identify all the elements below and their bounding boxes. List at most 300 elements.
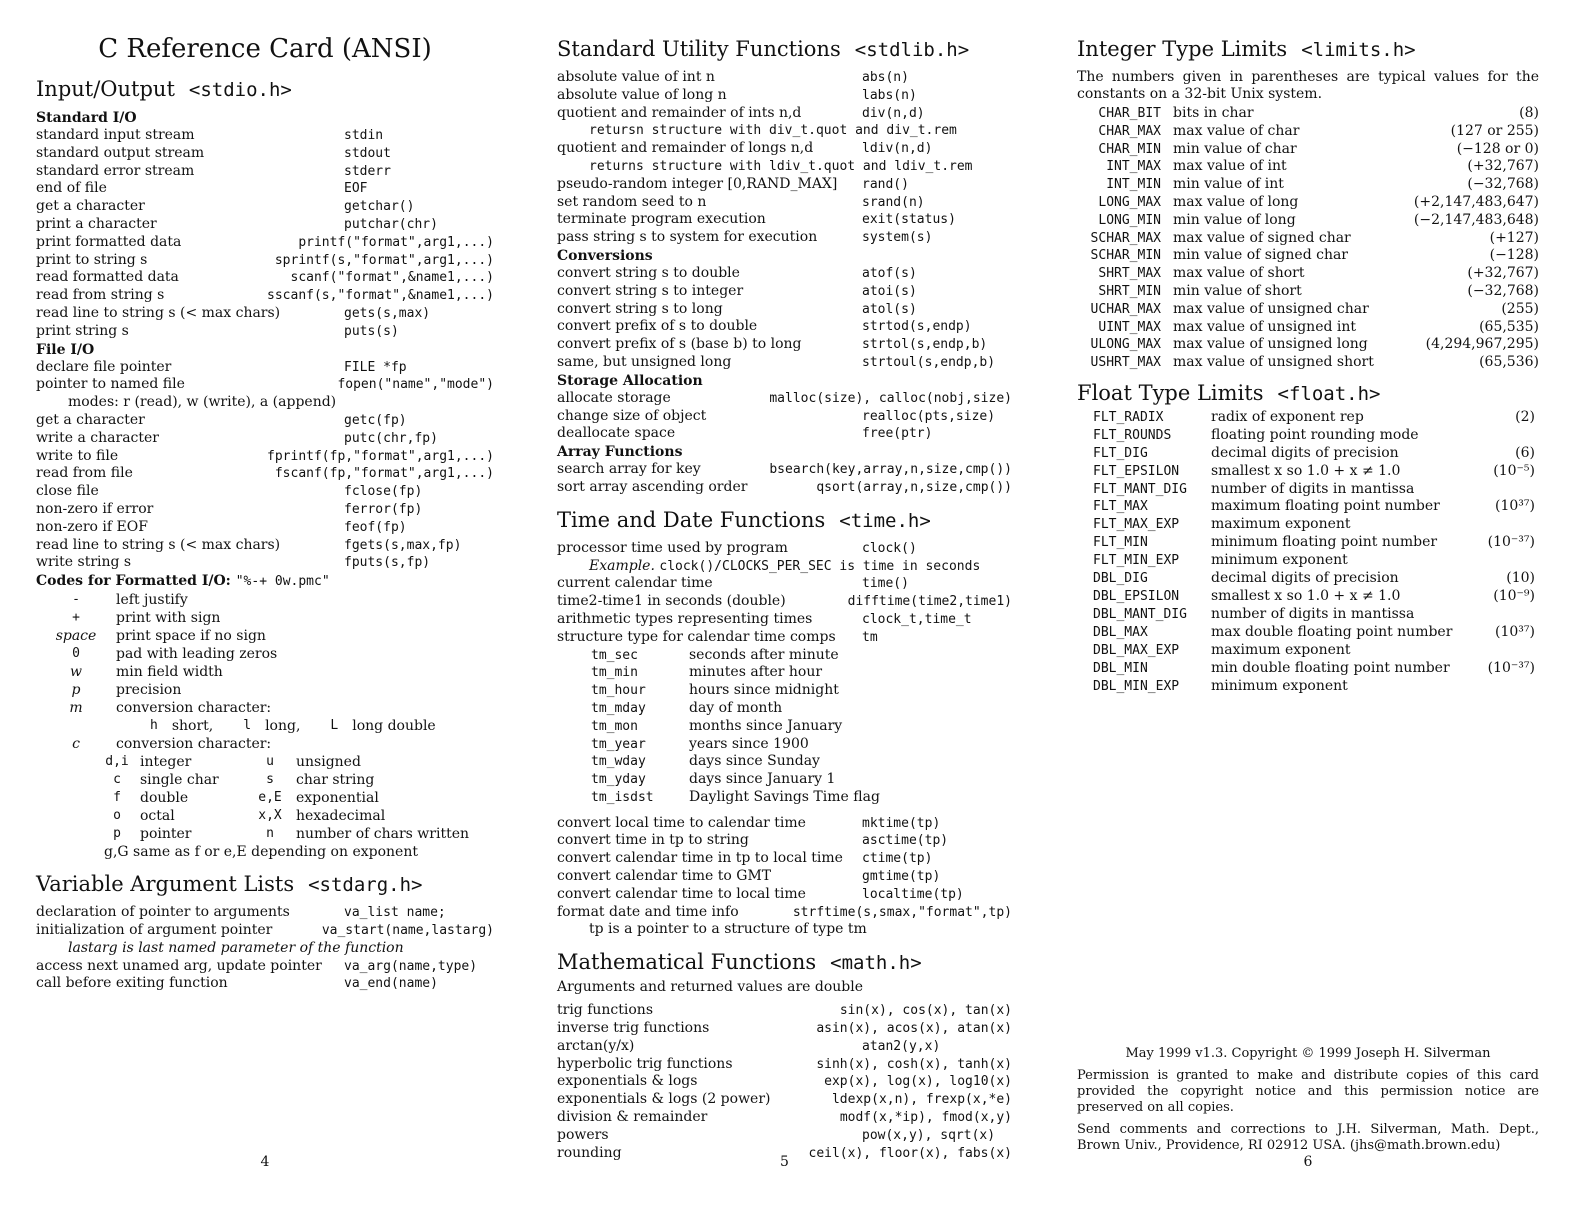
row-code: va_end(name)	[344, 976, 438, 992]
time-header-file: <time.h>	[839, 509, 931, 532]
limit-desc: decimal digits of precision	[1211, 570, 1399, 587]
conv-desc: hexadecimal	[296, 808, 386, 825]
row-code: fgets(s,max,fp)	[344, 537, 462, 553]
page-number-6: 6	[1303, 1154, 1313, 1170]
conv-desc: char string	[296, 772, 375, 789]
list-row	[36, 234, 494, 252]
modifier-desc: long,	[265, 718, 301, 735]
float-limits-list	[1077, 409, 1539, 696]
row-description: convert calendar time to GMT	[557, 868, 772, 885]
row-code: strtod(s,endp)	[862, 319, 972, 335]
row-code: div(n,d)	[862, 105, 925, 121]
math-header-file: <math.h>	[830, 952, 922, 975]
list-row	[557, 336, 1012, 354]
limit-value: (65,536)	[1479, 354, 1539, 371]
row-description: absolute value of int n	[557, 69, 715, 85]
limit-desc: number of digits in mantissa	[1211, 480, 1415, 497]
code-row	[36, 591, 494, 609]
row-description: division & remainder	[557, 1109, 708, 1126]
limit-name: DBL_MIN	[1093, 660, 1148, 676]
limit-name: CHAR_BIT	[1098, 106, 1161, 121]
time-example	[557, 558, 1012, 576]
float-limit-row	[1077, 642, 1539, 660]
row-code: clock_t,time_t	[862, 611, 972, 627]
row-description: inverse trig functions	[557, 1020, 710, 1037]
codes-heading-text: Codes for Formatted I/O:	[36, 573, 231, 590]
list-row	[36, 975, 494, 993]
row-description: exponentials & logs (2 power)	[557, 1091, 771, 1108]
row-code: ldiv(n,d)	[862, 141, 933, 157]
limit-name: FLT_ROUNDS	[1093, 427, 1172, 443]
tm-field-row	[557, 682, 1012, 700]
limit-name: FLT_MAX_EXP	[1093, 517, 1180, 533]
conv-key: x,X	[258, 808, 282, 824]
array-heading: Array Functions	[557, 444, 683, 461]
row-description: deallocate space	[557, 425, 676, 442]
tm-field-desc: Daylight Savings Time flag	[689, 788, 880, 805]
row-code: atol(s)	[862, 301, 917, 317]
row-description: trig functions	[557, 1002, 653, 1019]
conv-desc: octal	[140, 808, 175, 825]
limit-name: DBL_DIG	[1093, 571, 1148, 587]
limit-value: (127 or 255)	[1450, 122, 1539, 139]
list-row	[557, 850, 1012, 868]
list-row	[36, 198, 494, 216]
modifier-key: l	[243, 718, 252, 734]
conv-key: e,E	[258, 790, 282, 806]
list-row	[557, 105, 1012, 123]
util-list-a	[557, 69, 1012, 122]
card-title: C Reference Card (ANSI)	[98, 34, 432, 64]
limit-desc: maximum exponent	[1211, 516, 1351, 533]
list-row	[557, 408, 1012, 426]
limit-name: SCHAR_MAX	[1090, 230, 1161, 246]
row-code: system(s)	[862, 230, 933, 246]
page-4-column	[36, 0, 494, 1223]
row-description: end of file	[36, 180, 107, 197]
row-description: current calendar time	[557, 575, 713, 592]
row-code: difftime(time2,time1)	[847, 594, 1012, 610]
tm-field-desc: hours since midnight	[689, 682, 839, 699]
row-description: read from string s	[36, 287, 165, 304]
code-key: p	[71, 682, 81, 699]
limit-desc: max value of unsigned long	[1173, 336, 1368, 353]
row-description: convert prefix of s to double	[557, 318, 758, 335]
list-row	[557, 69, 1012, 87]
storage-heading: Storage Allocation	[557, 372, 703, 389]
list-row	[557, 868, 1012, 886]
row-code: putchar(chr)	[344, 216, 438, 232]
list-row	[557, 1109, 1012, 1127]
row-description: quotient and remainder of ints n,d	[557, 104, 802, 121]
row-description: same, but unsigned long	[557, 353, 732, 370]
list-row	[557, 886, 1012, 904]
list-row	[557, 1056, 1012, 1074]
limit-desc: smallest x so 1.0 + x ≠ 1.0	[1211, 462, 1401, 479]
row-code: asctime(tp)	[862, 833, 949, 849]
limit-value: (10³⁷)	[1495, 498, 1535, 515]
limit-name: FLT_MIN	[1093, 535, 1148, 551]
row-description: structure type for calendar time comps	[557, 628, 836, 645]
limit-desc: bits in char	[1173, 105, 1254, 121]
row-description: quotient and remainder of longs n,d	[557, 140, 814, 157]
limit-value: (10⁻³⁷)	[1487, 659, 1535, 676]
row-code: mktime(tp)	[862, 815, 941, 831]
code-desc: precision	[116, 682, 182, 699]
row-code: fclose(fp)	[344, 484, 423, 500]
limit-name: DBL_MAX_EXP	[1093, 642, 1180, 658]
row-description: arctan(y/x)	[557, 1037, 635, 1054]
limit-desc: min value of long	[1173, 211, 1296, 228]
limit-value: (10)	[1506, 570, 1535, 587]
array-list	[557, 461, 1012, 497]
list-row	[557, 1002, 1012, 1020]
va-list-b	[36, 958, 494, 994]
list-row	[36, 922, 494, 940]
row-description: processor time used by program	[557, 539, 788, 556]
spacer	[557, 807, 1012, 815]
row-description: print formatted data	[36, 233, 182, 250]
row-code: sinh(x), cosh(x), tanh(x)	[816, 1056, 1012, 1072]
int-limit-row	[1077, 265, 1539, 283]
row-code: fscanf(fp,"format",arg1,...)	[274, 466, 494, 482]
storage-list	[557, 390, 1012, 443]
row-description: exponentials & logs	[557, 1073, 698, 1090]
list-row	[557, 140, 1012, 158]
code-row-c	[36, 735, 494, 753]
row-code: gmtime(tp)	[862, 869, 941, 885]
code-desc: conversion character:	[116, 736, 272, 753]
conv-key: d,i	[105, 754, 129, 770]
tm-field-desc: minutes after hour	[689, 664, 823, 681]
limit-name: ULONG_MAX	[1090, 337, 1161, 353]
row-code: srand(n)	[862, 194, 925, 210]
limit-name: LONG_MAX	[1098, 194, 1161, 210]
row-description: search array for key	[557, 461, 701, 478]
util-header-file: <stdlib.h>	[854, 39, 970, 61]
float-limit-row	[1077, 445, 1539, 463]
row-code: strtol(s,endp,b)	[862, 337, 988, 353]
list-row	[36, 448, 494, 466]
code-row	[36, 663, 494, 681]
limit-name: SHRT_MAX	[1098, 266, 1161, 282]
row-description: close file	[36, 483, 99, 500]
limit-desc: min value of signed char	[1173, 247, 1348, 264]
row-description: call before exiting function	[36, 975, 228, 992]
float-limit-row	[1077, 463, 1539, 481]
row-description: absolute value of long n	[557, 86, 727, 103]
float-limit-row	[1077, 516, 1539, 534]
int-limit-row	[1077, 319, 1539, 337]
list-row	[36, 145, 494, 163]
float-limit-row	[1077, 427, 1539, 445]
row-code: scanf("format",&name1,...)	[290, 270, 494, 286]
row-description: allocate storage	[557, 389, 671, 406]
int-limit-row	[1077, 336, 1539, 354]
copyright-line: May 1999 v1.3. Copyright © 1999 Joseph H. Silverman	[1125, 1046, 1491, 1061]
tm-field-row	[557, 753, 1012, 771]
row-code: modf(x,*ip), fmod(x,y)	[839, 1110, 1012, 1126]
conv-char-row	[36, 825, 494, 843]
limit-value	[1535, 678, 1539, 696]
tm-field-row	[557, 771, 1012, 789]
row-code: gets(s,max)	[344, 305, 431, 321]
math-intro: Arguments and returned values are double	[557, 979, 863, 996]
util-heading	[557, 36, 1012, 63]
row-description: pass string s to system for execution	[557, 229, 818, 246]
list-row	[36, 430, 494, 448]
time-example-text: clock()/CLOCKS_PER_SEC is time in seconds	[659, 558, 981, 574]
page-number-5: 5	[780, 1154, 789, 1170]
row-code: va_arg(name,type)	[344, 958, 478, 974]
conv-desc: pointer	[140, 826, 192, 843]
va-list-a	[36, 904, 494, 940]
row-description: standard error stream	[36, 162, 195, 179]
tm-field-row	[557, 700, 1012, 718]
modifier-desc: long double	[352, 718, 436, 735]
row-description: read from file	[36, 465, 133, 482]
tm-field-name: tm_mon	[591, 718, 638, 734]
int-limit-row	[1077, 283, 1539, 301]
list-row	[557, 461, 1012, 479]
row-description: get a character	[36, 411, 145, 428]
int-limit-row	[1077, 247, 1539, 265]
limit-desc: floating point rounding mode	[1211, 426, 1419, 443]
row-code: sscanf(s,"format",&name1,...)	[267, 288, 494, 304]
code-row	[36, 609, 494, 627]
row-description: convert string s to double	[557, 264, 740, 281]
int-intro: The numbers given in parentheses are typical values for the constants on a 32-bit Unix system.	[1077, 69, 1539, 102]
list-row	[36, 501, 494, 519]
limit-value: (255)	[1501, 300, 1539, 317]
row-code: stderr	[344, 163, 391, 179]
list-row	[557, 611, 1012, 629]
row-code: ldexp(x,n), frexp(x,*e)	[831, 1092, 1012, 1108]
row-description: terminate program execution	[557, 211, 766, 228]
limit-desc: min value of int	[1173, 176, 1284, 193]
float-limit-row	[1077, 498, 1539, 516]
std-io-list	[36, 127, 494, 341]
conv-char-row	[36, 753, 494, 771]
conv-desc: single char	[140, 772, 219, 789]
row-description: change size of object	[557, 407, 707, 424]
limit-value: (2)	[1515, 408, 1535, 425]
tm-field-name: tm_mday	[591, 700, 646, 716]
conv-char-row	[36, 789, 494, 807]
limit-value	[1535, 427, 1539, 445]
row-code: va_list name;	[344, 905, 446, 921]
limit-desc: max double floating point number	[1211, 623, 1453, 640]
row-code: labs(n)	[862, 87, 917, 103]
row-code: clock()	[862, 540, 917, 556]
tm-field-name: tm_isdst	[591, 789, 654, 805]
list-row	[557, 425, 1012, 443]
row-description: print to string s	[36, 251, 148, 268]
list-row	[557, 176, 1012, 194]
limit-name: FLT_MAX	[1093, 499, 1148, 515]
conv-desc: unsigned	[296, 754, 361, 771]
float-limit-row	[1077, 570, 1539, 588]
row-description: read formatted data	[36, 269, 179, 286]
limit-name: CHAR_MIN	[1098, 141, 1161, 157]
limit-desc: number of digits in mantissa	[1211, 605, 1415, 622]
row-description: read line to string s (< max chars)	[36, 536, 281, 553]
limit-name: FLT_MANT_DIG	[1093, 481, 1187, 497]
row-description: hyperbolic trig functions	[557, 1055, 733, 1072]
list-row	[557, 301, 1012, 319]
limit-name: DBL_MAX	[1093, 624, 1148, 640]
limit-value: (+2,147,483,647)	[1413, 193, 1539, 210]
row-description: convert calendar time to local time	[557, 885, 806, 902]
row-code: getc(fp)	[344, 412, 407, 428]
row-description: read line to string s (< max chars)	[36, 304, 281, 321]
row-code: putc(chr,fp)	[344, 430, 438, 446]
conv-desc: integer	[140, 754, 192, 771]
row-code: EOF	[344, 181, 368, 197]
tm-field-row	[557, 647, 1012, 665]
limit-desc: maximum exponent	[1211, 641, 1351, 658]
int-limit-row	[1077, 194, 1539, 212]
list-row	[557, 1038, 1012, 1056]
row-code: ctime(tp)	[862, 851, 933, 867]
limit-desc: minimum exponent	[1211, 677, 1348, 694]
row-description: convert time in tp to string	[557, 832, 749, 849]
va-note: lastarg is last named parameter of the function	[68, 939, 404, 956]
row-code: rand()	[862, 176, 909, 192]
copyright-block	[1077, 1046, 1539, 1154]
row-description: powers	[557, 1126, 609, 1143]
list-row	[557, 540, 1012, 558]
float-limit-row	[1077, 588, 1539, 606]
list-row	[557, 318, 1012, 336]
list-row	[36, 269, 494, 287]
row-code: qsort(array,n,size,cmp())	[816, 479, 1012, 495]
row-code: atan2(y,x)	[862, 1038, 941, 1054]
limit-name: USHRT_MAX	[1090, 355, 1161, 371]
time-list-a	[557, 540, 1012, 558]
limit-name: FLT_DIG	[1093, 445, 1148, 461]
row-code: free(ptr)	[862, 426, 933, 442]
row-description: format date and time info	[557, 903, 739, 920]
limit-value: (+127)	[1489, 229, 1539, 246]
std-io-heading: Standard I/O	[36, 110, 137, 126]
row-description: convert calendar time in tp to local time	[557, 850, 843, 867]
list-row	[36, 163, 494, 181]
conv-key: o	[113, 808, 121, 824]
math-list	[557, 1002, 1012, 1162]
limit-desc: max value of unsigned char	[1173, 300, 1369, 317]
conv-key: p	[113, 826, 121, 842]
limit-name: INT_MIN	[1106, 177, 1161, 193]
page-number-4: 4	[260, 1154, 270, 1170]
row-description: convert string s to long	[557, 300, 723, 317]
row-description: get a character	[36, 198, 145, 215]
page-5-column	[557, 0, 1012, 1223]
row-code: abs(n)	[862, 70, 909, 85]
conv-key: c	[113, 772, 121, 788]
row-code: printf("format",arg1,...)	[298, 234, 494, 250]
code-key: 0	[72, 646, 80, 662]
conv-char-row	[36, 771, 494, 789]
io-heading	[36, 76, 494, 103]
conv-desc: exponential	[296, 790, 379, 807]
int-limit-row	[1077, 141, 1539, 159]
limit-value: (−128)	[1489, 247, 1539, 264]
code-desc: pad with leading zeros	[116, 646, 278, 663]
list-row	[557, 815, 1012, 833]
tm-field-desc: years since 1900	[689, 735, 809, 752]
util-list-b	[557, 140, 1012, 158]
limit-desc: min double floating point number	[1211, 659, 1450, 676]
code-key: m	[69, 700, 83, 717]
row-description: declare file pointer	[36, 358, 172, 375]
conv-key: f	[113, 790, 121, 806]
math-heading-text: Mathematical Functions	[557, 950, 817, 975]
limit-desc: minimum exponent	[1211, 552, 1348, 569]
float-heading-text: Float Type Limits	[1077, 380, 1264, 405]
conv-key: s	[266, 772, 274, 788]
limit-value: (8)	[1519, 105, 1539, 121]
limit-value: (4,294,967,295)	[1425, 336, 1539, 353]
float-limit-row	[1077, 624, 1539, 642]
list-row	[36, 180, 494, 198]
list-row	[557, 904, 1012, 922]
row-code: pow(x,y), sqrt(x)	[862, 1127, 996, 1143]
float-limit-row	[1077, 660, 1539, 678]
row-code: atof(s)	[862, 265, 917, 281]
time-example-label: Example.	[589, 557, 655, 574]
limit-name: SHRT_MIN	[1098, 283, 1161, 299]
limit-value	[1535, 552, 1539, 570]
list-row	[36, 376, 494, 394]
limit-name: SCHAR_MIN	[1090, 248, 1161, 264]
row-description: convert prefix of s (base b) to long	[557, 336, 802, 353]
conv-heading: Conversions	[557, 247, 653, 264]
tm-field-row	[557, 718, 1012, 736]
int-limit-row	[1077, 105, 1539, 123]
conversions-list	[557, 265, 1012, 372]
row-code: va_start(name,lastarg)	[321, 922, 494, 938]
conv-chars-list	[36, 753, 494, 843]
row-description: standard output stream	[36, 144, 205, 161]
limit-name: FLT_EPSILON	[1093, 463, 1180, 479]
tm-field-name: tm_yday	[591, 772, 646, 788]
modes-note: modes: r (read), w (write), a (append)	[68, 394, 337, 411]
limit-desc: max value of unsigned int	[1173, 318, 1357, 335]
limit-desc: maximum floating point number	[1211, 498, 1440, 515]
row-code: malloc(size), calloc(nobj,size)	[769, 390, 1012, 406]
modifier-key: L	[330, 718, 339, 734]
row-description: write a character	[36, 429, 159, 446]
time-heading-text: Time and Date Functions	[557, 507, 826, 532]
limit-desc: max value of long	[1173, 193, 1299, 210]
row-code: atoi(s)	[862, 283, 917, 299]
limit-value: (−128 or 0)	[1456, 140, 1539, 157]
util-note-2: returns structure with ldiv_t.quot and ldiv_t.rem	[589, 158, 973, 174]
row-code: stdin	[344, 128, 384, 143]
list-row	[557, 1020, 1012, 1038]
conv-desc: number of chars written	[296, 826, 469, 843]
limit-desc: min value of short	[1173, 282, 1302, 299]
row-code: asin(x), acos(x), atan(x)	[816, 1021, 1012, 1037]
list-row	[557, 283, 1012, 301]
limit-value: (10⁻⁹)	[1493, 588, 1535, 605]
limit-name: LONG_MIN	[1098, 212, 1161, 228]
code-key: space	[55, 628, 97, 645]
limit-desc: max value of short	[1173, 265, 1305, 282]
code-key: w	[70, 664, 82, 681]
modifier-key: h	[150, 718, 158, 734]
